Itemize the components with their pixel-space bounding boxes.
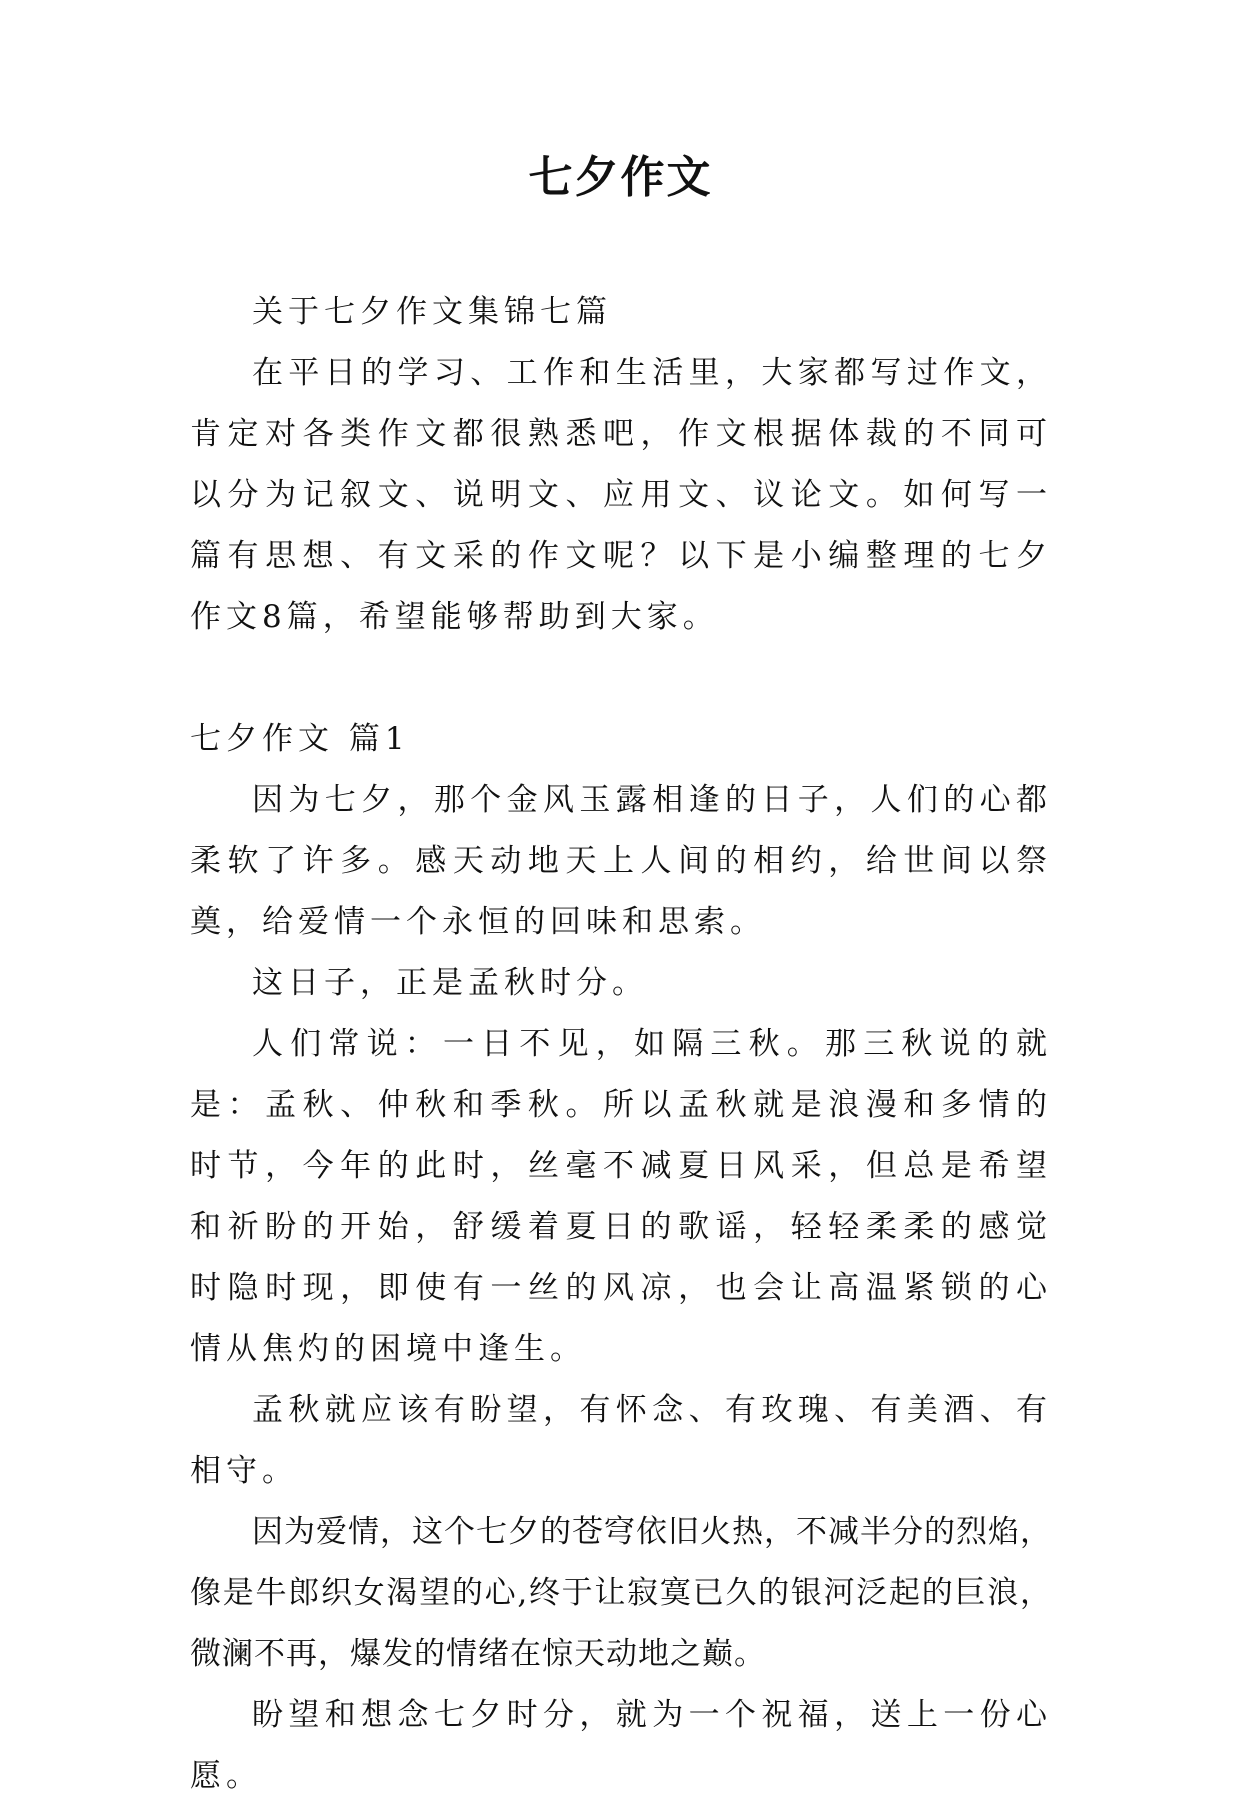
document-title: 七夕作文	[528, 152, 713, 203]
section-paragraph: 因为爱情，这个七夕的苍穹依旧火热，不减半分的烈焰，像是牛郎织女渴望的心,终于让寂寞已久的银河泛起的巨浪，微澜不再，爆发的情绪在惊天动地之巅。	[190, 1514, 1052, 1672]
section-paragraph: 人们常说：一日不见，如隔三秋。那三秋说的就是：孟秋、仲秋和季秋。所以孟秋就是浪漫和多情的时节，今年的此时，丝毫不减夏日风采，但总是希望和祈盼的开始，舒缓着夏日的歌谣，轻轻柔柔的感觉时隐时现，即使有一丝的风凉，也会让高温紧锁的心情从焦灼的困境中逢生。	[190, 1026, 1052, 1367]
section-heading: 七夕作文 篇1	[190, 721, 410, 757]
section-paragraph: 因为七夕，那个金风玉露相逢的日子，人们的心都柔软了许多。感天动地天上人间的相约，给世间以祭奠，给爱情一个永恒的回味和思索。	[190, 782, 1052, 940]
document-body	[190, 282, 1052, 1807]
intro-subtitle: 关于七夕作文集锦七篇	[252, 294, 612, 330]
intro-paragraph: 在平日的学习、工作和生活里，大家都写过作文，肯定对各类作文都很熟悉吧，作文根据体裁的不同可以分为记叙文、说明文、应用文、议论文。如何写一篇有思想、有文采的作文呢？以下是小编整理的七夕作文8篇，希望能够帮助到大家。	[190, 355, 1052, 635]
section-paragraph: 孟秋就应该有盼望，有怀念、有玫瑰、有美酒、有相守。	[190, 1392, 1052, 1489]
section-paragraph: 盼望和想念七夕时分，就为一个祝福，送上一份心愿。	[190, 1697, 1052, 1794]
section-gap	[190, 648, 1052, 709]
section-paragraph: 这日子，正是孟秋时分。	[252, 965, 648, 1001]
